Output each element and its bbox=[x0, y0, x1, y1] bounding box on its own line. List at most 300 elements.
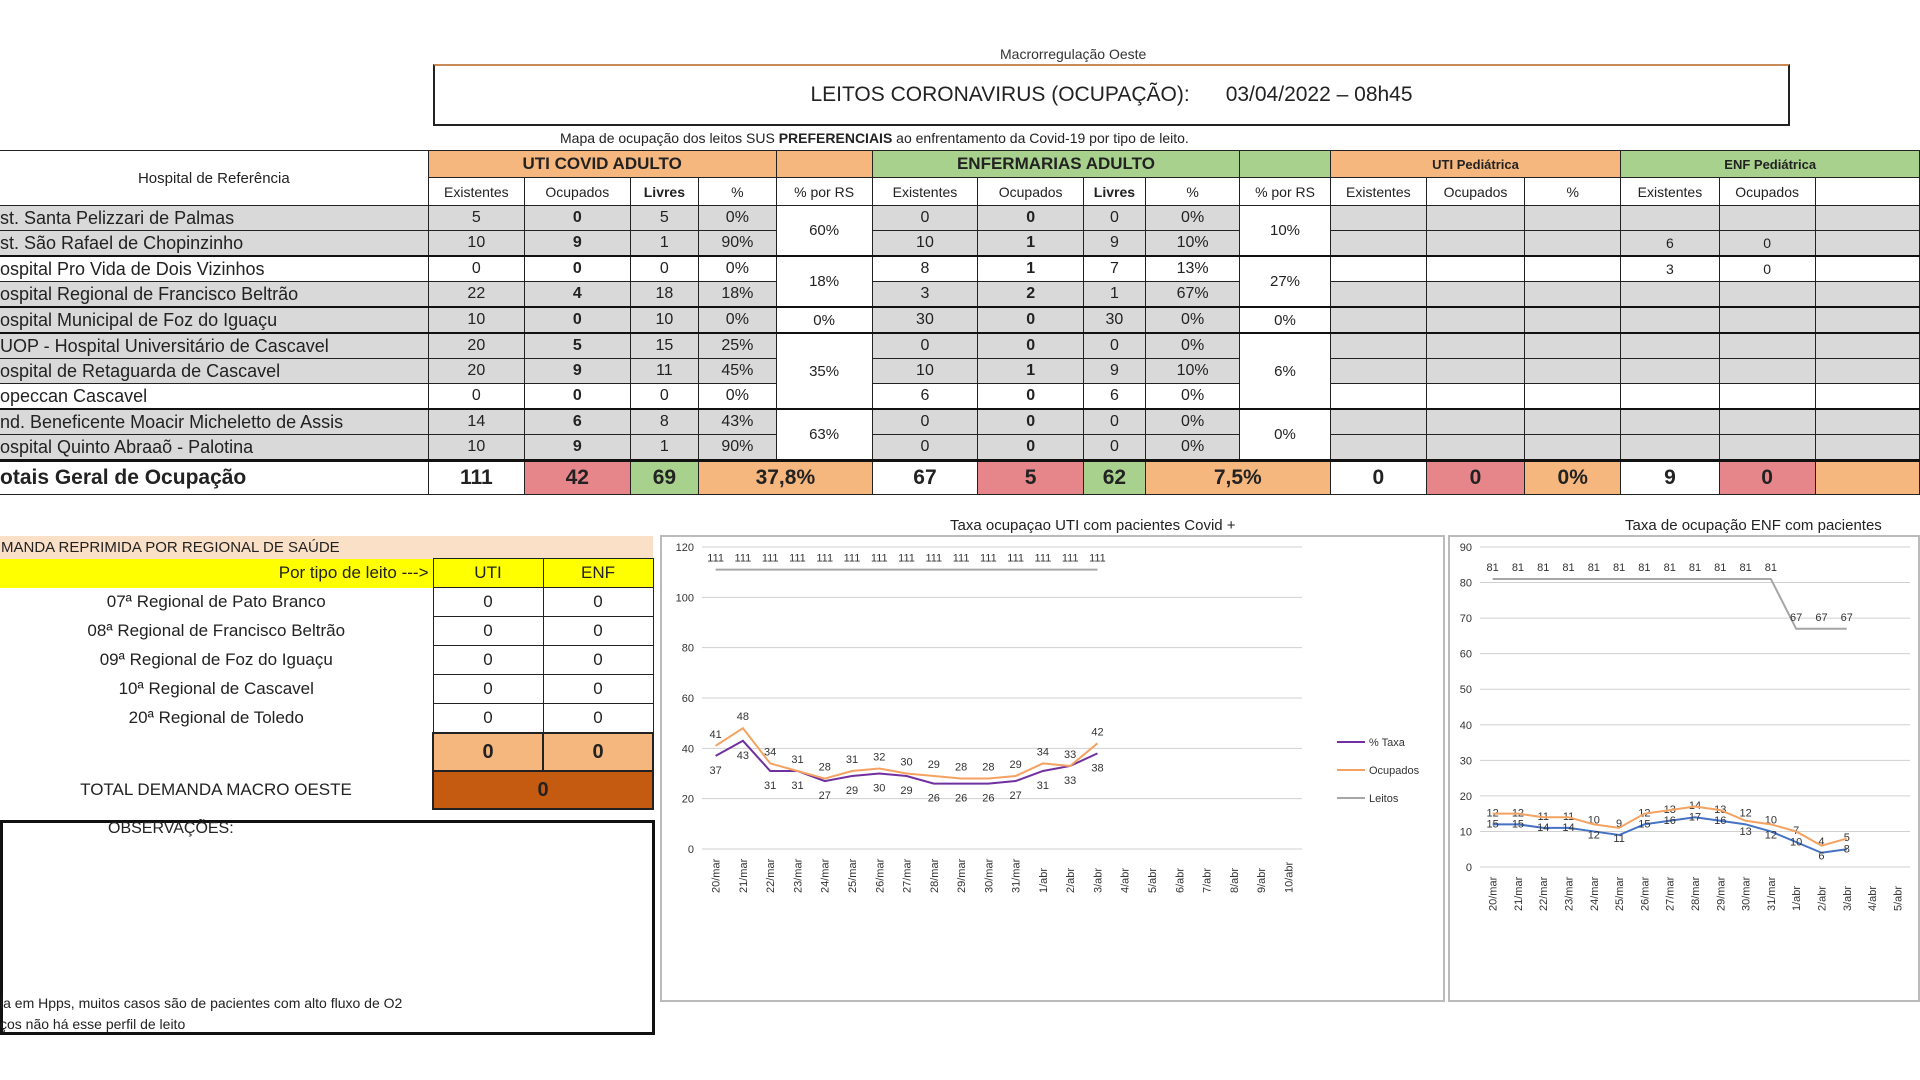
observation-line-1: ia em Hpps, muitos casos são de pacientes com alto fluxo de O2 bbox=[0, 995, 403, 1011]
ped-ee bbox=[1621, 384, 1719, 410]
observations-title: OBSERVAÇÕES: bbox=[108, 820, 234, 837]
data-label: 81 bbox=[1663, 562, 1676, 574]
enf-pct: 10% bbox=[1145, 359, 1240, 384]
regional-enf: 0 bbox=[543, 675, 653, 704]
demand-spacer bbox=[0, 733, 433, 771]
total-utiped-pct: 0% bbox=[1525, 461, 1621, 495]
data-label: 28 bbox=[954, 761, 968, 774]
demand-sum-enf: 0 bbox=[543, 733, 653, 771]
total-demand-label: TOTAL DEMANDA MACRO OESTE bbox=[80, 780, 352, 799]
data-label: 10 bbox=[1764, 814, 1778, 827]
uti-pct-rs: 60% bbox=[776, 206, 872, 257]
data-label: 111 bbox=[870, 552, 888, 565]
data-label: 7 bbox=[1793, 825, 1800, 838]
data-label: 14 bbox=[1537, 822, 1550, 835]
legend-entry: Leitos bbox=[1369, 793, 1399, 805]
ped-pp bbox=[1525, 231, 1621, 257]
data-label: 81 bbox=[1739, 562, 1752, 574]
ped-pp bbox=[1525, 333, 1621, 359]
enf-livres: 30 bbox=[1083, 307, 1145, 333]
table-row bbox=[0, 282, 1920, 308]
x-tick-label: 31/mar bbox=[1010, 858, 1023, 893]
x-tick-label: 28/mar bbox=[928, 858, 941, 893]
enf-existentes: 10 bbox=[872, 231, 978, 257]
ped-po bbox=[1426, 231, 1524, 257]
demand-sum-uti: 0 bbox=[433, 733, 543, 771]
uti-pct: 45% bbox=[699, 359, 776, 384]
total-demand-value: 0 bbox=[433, 771, 653, 809]
hospital-header: Hospital de Referência bbox=[0, 151, 428, 206]
ped-blank bbox=[1815, 231, 1919, 257]
data-label: 111 bbox=[1061, 552, 1079, 565]
uti-pct: 90% bbox=[699, 231, 776, 257]
ped-pp bbox=[1525, 206, 1621, 231]
total-enfped-blank bbox=[1815, 461, 1919, 495]
y-tick-label: 70 bbox=[1459, 613, 1472, 626]
x-tick-label: 9/abr bbox=[1256, 867, 1269, 893]
enf-chart-frame bbox=[1448, 535, 1920, 1002]
data-label: 12 bbox=[1764, 829, 1778, 842]
data-label: 38 bbox=[1091, 762, 1104, 775]
x-tick-label: 20/mar bbox=[710, 858, 723, 893]
ped-ee: 3 bbox=[1621, 256, 1719, 282]
uti-livres: 15 bbox=[630, 333, 699, 359]
total-utiped-existentes: 0 bbox=[1330, 461, 1426, 495]
occupancy-table bbox=[0, 150, 1920, 495]
ped-pe bbox=[1330, 282, 1426, 308]
report-date: 03/04/2022 – 08h45 bbox=[1225, 83, 1413, 106]
uti-occupancy-chart bbox=[662, 537, 1443, 1000]
table-row bbox=[0, 384, 1920, 410]
col-ocupados: Ocupados bbox=[978, 178, 1084, 206]
table-row bbox=[0, 409, 1920, 435]
uti-ocupados: 4 bbox=[524, 282, 630, 308]
uti-existentes: 10 bbox=[428, 307, 524, 333]
enf-ocupados: 0 bbox=[978, 333, 1084, 359]
uti-existentes: 20 bbox=[428, 359, 524, 384]
enf-livres: 9 bbox=[1083, 231, 1145, 257]
hospital-name: st. São Rafael de Chopinzinho bbox=[0, 231, 428, 257]
enf-occupancy-chart bbox=[1450, 537, 1920, 1000]
enf-ocupados: 1 bbox=[978, 256, 1084, 282]
y-tick-label: 60 bbox=[1459, 648, 1472, 661]
ped-pp bbox=[1525, 307, 1621, 333]
total-uti-pct: 37,8% bbox=[699, 461, 872, 495]
ped-pe bbox=[1330, 307, 1426, 333]
data-label: 42 bbox=[1091, 726, 1104, 739]
data-label: 111 bbox=[898, 552, 915, 565]
x-tick-label: 5/abr bbox=[1147, 867, 1159, 893]
enf-existentes: 0 bbox=[872, 435, 978, 461]
x-tick-label: 3/abr bbox=[1841, 885, 1854, 911]
x-tick-label: 22/mar bbox=[765, 858, 778, 893]
y-tick-label: 40 bbox=[681, 743, 694, 756]
data-label: 26 bbox=[954, 792, 968, 805]
x-tick-label: 27/mar bbox=[901, 858, 914, 893]
col-pct: % bbox=[1145, 178, 1240, 206]
x-tick-label: 26/mar bbox=[874, 858, 887, 893]
total-utiped-ocupados: 0 bbox=[1426, 461, 1524, 495]
ped-ee bbox=[1621, 333, 1719, 359]
table-row bbox=[0, 307, 1920, 333]
x-tick-label: 21/mar bbox=[1512, 876, 1525, 911]
subtitle bbox=[560, 130, 1189, 146]
col-livres: Livres bbox=[630, 178, 699, 206]
hospital-name: ospital Municipal de Foz do Iguaçu bbox=[0, 307, 428, 333]
ped-eo bbox=[1719, 206, 1815, 231]
uti-pct: 0% bbox=[699, 384, 776, 410]
ped-eo bbox=[1719, 409, 1815, 435]
ped-pe bbox=[1330, 359, 1426, 384]
ped-eo bbox=[1719, 282, 1815, 308]
ped-pp bbox=[1525, 282, 1621, 308]
enf-livres: 9 bbox=[1083, 359, 1145, 384]
x-tick-label: 24/mar bbox=[819, 858, 832, 893]
x-tick-label: 25/mar bbox=[1614, 876, 1627, 911]
uti-chart-frame bbox=[660, 535, 1445, 1002]
data-label: 12 bbox=[1638, 807, 1651, 820]
uti-livres: 10 bbox=[630, 307, 699, 333]
uti-pct-rs: 0% bbox=[776, 307, 872, 333]
regional-name: 10ª Regional de Cascavel bbox=[118, 679, 314, 698]
uti-ocupados: 0 bbox=[524, 307, 630, 333]
y-tick-label: 20 bbox=[1459, 790, 1472, 803]
regional-uti: 0 bbox=[433, 617, 543, 646]
col-existentes: Existentes bbox=[428, 178, 524, 206]
x-tick-label: 29/mar bbox=[1715, 876, 1728, 911]
ped-po bbox=[1426, 256, 1524, 282]
x-tick-label: 6/abr bbox=[1174, 867, 1187, 893]
uti-ocupados: 0 bbox=[524, 384, 630, 410]
table-row bbox=[0, 231, 1920, 257]
ped-po bbox=[1426, 307, 1524, 333]
ped-po bbox=[1426, 359, 1524, 384]
enf-ocupados: 0 bbox=[978, 409, 1084, 435]
data-label: 15 bbox=[1511, 818, 1525, 831]
x-tick-label: 2/abr bbox=[1816, 885, 1829, 911]
x-tick-label: 25/mar bbox=[847, 858, 859, 893]
ped-eo bbox=[1719, 333, 1815, 359]
data-label: 11 bbox=[1562, 810, 1575, 823]
totals-row bbox=[0, 461, 1920, 495]
uti-livres: 0 bbox=[630, 384, 699, 410]
chart1-title: Taxa ocupaçao UTI com pacientes Covid + bbox=[950, 517, 1236, 534]
data-label: 31 bbox=[791, 779, 804, 792]
data-label: 48 bbox=[736, 711, 750, 724]
total-enf-existentes: 67 bbox=[872, 461, 978, 495]
enf-pct-rs: 0% bbox=[1240, 307, 1330, 333]
data-label: 27 bbox=[818, 790, 831, 803]
data-label: 28 bbox=[818, 761, 831, 774]
data-label: 29 bbox=[927, 759, 940, 772]
col-pct: % bbox=[699, 178, 776, 206]
data-label: 9 bbox=[1616, 818, 1623, 830]
regional-name: 08ª Regional de Francisco Beltrão bbox=[87, 621, 346, 640]
table-row bbox=[0, 359, 1920, 384]
demand-row bbox=[0, 617, 653, 646]
enf-pct-rs: 6% bbox=[1240, 333, 1330, 409]
col-pct-rs: % por RS bbox=[1240, 178, 1330, 206]
ped-po bbox=[1426, 333, 1524, 359]
data-label: 10 bbox=[1587, 814, 1600, 827]
total-uti-livres: 69 bbox=[630, 461, 699, 495]
data-label: 111 bbox=[789, 552, 806, 565]
data-label: 81 bbox=[1764, 562, 1778, 574]
x-tick-label: 30/mar bbox=[1740, 876, 1753, 911]
data-label: 31 bbox=[791, 753, 804, 766]
y-tick-label: 30 bbox=[1459, 755, 1472, 768]
regional-uti: 0 bbox=[433, 704, 543, 734]
uti-pct: 0% bbox=[699, 307, 776, 333]
y-tick-label: 90 bbox=[1459, 542, 1472, 554]
enf-livres: 6 bbox=[1083, 384, 1145, 410]
enf-existentes: 30 bbox=[872, 307, 978, 333]
subtitle-bold: PREFERENCIAIS bbox=[778, 130, 893, 146]
data-label: 111 bbox=[707, 552, 725, 565]
ped-blank bbox=[1815, 359, 1919, 384]
col-ocupados: Ocupados bbox=[524, 178, 630, 206]
uti-existentes: 0 bbox=[428, 256, 524, 282]
ped-pp bbox=[1525, 384, 1621, 410]
ped-blank bbox=[1815, 333, 1919, 359]
data-label: 81 bbox=[1714, 562, 1727, 574]
data-label: 14 bbox=[1688, 800, 1702, 813]
data-label: 12 bbox=[1587, 829, 1600, 842]
ped-blank bbox=[1815, 206, 1919, 231]
y-tick-label: 80 bbox=[1459, 577, 1472, 590]
enf-adulto-header: ENFERMARIAS ADULTO bbox=[872, 151, 1240, 178]
enf-ocupados: 0 bbox=[978, 435, 1084, 461]
enf-pct: 0% bbox=[1145, 384, 1240, 410]
data-label: 31 bbox=[1036, 779, 1050, 792]
regional-name: 20ª Regional de Toledo bbox=[128, 708, 304, 728]
data-label: 6 bbox=[1818, 850, 1825, 863]
ped-blank bbox=[1815, 256, 1919, 282]
uti-covid-header: UTI COVID ADULTO bbox=[428, 151, 776, 178]
uti-covid-header-rs bbox=[776, 151, 872, 178]
data-label: 13 bbox=[1663, 803, 1676, 816]
enf-existentes: 0 bbox=[872, 333, 978, 359]
uti-pct-rs: 35% bbox=[776, 333, 872, 409]
demand-uti-header: UTI bbox=[433, 559, 543, 588]
regional-uti: 0 bbox=[433, 588, 543, 617]
y-tick-label: 10 bbox=[1459, 826, 1472, 839]
enf-ocupados: 1 bbox=[978, 359, 1084, 384]
enf-existentes: 10 bbox=[872, 359, 978, 384]
ped-pp bbox=[1525, 409, 1621, 435]
uti-ocupados: 0 bbox=[524, 206, 630, 231]
enf-pct: 0% bbox=[1145, 435, 1240, 461]
regional-name: 09ª Regional de Foz do Iguaçu bbox=[99, 650, 333, 669]
ped-pe bbox=[1330, 384, 1426, 410]
data-label: 111 bbox=[761, 552, 779, 565]
regional-enf: 0 bbox=[543, 646, 653, 675]
enf-pct: 0% bbox=[1145, 307, 1240, 333]
observation-line-2: ços não há esse perfil de leito bbox=[0, 1016, 186, 1032]
data-label: 111 bbox=[1034, 552, 1052, 565]
enf-adulto-header-rs bbox=[1240, 151, 1330, 178]
regional-enf: 0 bbox=[543, 704, 653, 734]
regional-uti: 0 bbox=[433, 646, 543, 675]
data-label: 81 bbox=[1486, 562, 1499, 574]
enf-pct: 13% bbox=[1145, 256, 1240, 282]
y-tick-label: 100 bbox=[675, 592, 694, 605]
enf-pct-rs: 10% bbox=[1240, 206, 1330, 257]
uti-pct: 18% bbox=[699, 282, 776, 308]
data-label: 8 bbox=[1843, 843, 1850, 856]
total-uti-existentes: 111 bbox=[428, 461, 524, 495]
ped-ee bbox=[1621, 307, 1719, 333]
enf-livres: 0 bbox=[1083, 435, 1145, 461]
uti-livres: 8 bbox=[630, 409, 699, 435]
regional-name: 07ª Regional de Pato Branco bbox=[106, 592, 326, 611]
page-title: LEITOS CORONAVIRUS (OCUPAÇÃO): bbox=[810, 83, 1190, 106]
regional-enf: 0 bbox=[543, 617, 653, 646]
enf-pct: 67% bbox=[1145, 282, 1240, 308]
ped-po bbox=[1426, 409, 1524, 435]
enf-existentes: 0 bbox=[872, 206, 978, 231]
x-tick-label: 1/abr bbox=[1791, 885, 1804, 911]
x-tick-label: 20/mar bbox=[1487, 876, 1500, 911]
x-tick-label: 23/mar bbox=[792, 858, 805, 893]
ped-pe bbox=[1330, 206, 1426, 231]
data-label: 4 bbox=[1818, 835, 1825, 848]
enf-pct: 0% bbox=[1145, 333, 1240, 359]
uti-pct: 90% bbox=[699, 435, 776, 461]
uti-pct: 0% bbox=[699, 256, 776, 282]
ped-eo bbox=[1719, 435, 1815, 461]
data-label: 10 bbox=[1790, 836, 1803, 849]
data-label: 17 bbox=[1688, 811, 1702, 824]
y-tick-label: 60 bbox=[681, 693, 694, 705]
table-row bbox=[0, 206, 1920, 231]
x-tick-label: 4/abr bbox=[1867, 885, 1880, 911]
ped-eo: 0 bbox=[1719, 256, 1815, 282]
data-label: 34 bbox=[764, 746, 777, 759]
enf-existentes: 6 bbox=[872, 384, 978, 410]
data-label: 67 bbox=[1790, 611, 1803, 624]
data-label: 33 bbox=[1064, 748, 1077, 761]
enf-ocupados: 0 bbox=[978, 384, 1084, 410]
demand-row bbox=[0, 646, 653, 675]
y-tick-label: 0 bbox=[687, 844, 694, 856]
enf-pct-rs: 27% bbox=[1240, 256, 1330, 307]
x-tick-label: 29/mar bbox=[956, 858, 969, 893]
data-label: 43 bbox=[736, 749, 750, 762]
ped-pp bbox=[1525, 256, 1621, 282]
y-tick-label: 20 bbox=[681, 793, 694, 806]
col-pct: % bbox=[1525, 178, 1621, 206]
ped-eo bbox=[1719, 359, 1815, 384]
data-label: 13 bbox=[1739, 825, 1752, 838]
uti-pct: 25% bbox=[699, 333, 776, 359]
ped-blank bbox=[1815, 307, 1919, 333]
uti-ocupados: 0 bbox=[524, 256, 630, 282]
data-label: 16 bbox=[1714, 815, 1727, 828]
data-label: 26 bbox=[927, 792, 940, 805]
uti-existentes: 20 bbox=[428, 333, 524, 359]
data-label: 29 bbox=[1009, 759, 1022, 772]
totals-label: otais Geral de Ocupação bbox=[0, 461, 428, 495]
hospital-name: ospital Quinto Abraaõ - Palotina bbox=[0, 435, 428, 461]
table-row bbox=[0, 256, 1920, 282]
data-label: 30 bbox=[900, 756, 913, 769]
data-label: 81 bbox=[1587, 562, 1600, 574]
data-label: 81 bbox=[1612, 562, 1626, 574]
data-label: 81 bbox=[1688, 562, 1702, 574]
enf-existentes: 8 bbox=[872, 256, 978, 282]
ped-blank bbox=[1815, 282, 1919, 308]
ped-pe bbox=[1330, 333, 1426, 359]
x-tick-label: 2/abr bbox=[1065, 867, 1078, 893]
data-label: 27 bbox=[1009, 790, 1022, 803]
col-existentes: Existentes bbox=[872, 178, 978, 206]
x-tick-label: 8/abr bbox=[1228, 867, 1241, 893]
data-label: 12 bbox=[1739, 807, 1752, 820]
ped-ee bbox=[1621, 206, 1719, 231]
subtitle-post: ao enfrentamento da Covid-19 por tipo de leito. bbox=[892, 130, 1189, 146]
uti-existentes: 5 bbox=[428, 206, 524, 231]
x-tick-label: 3/abr bbox=[1092, 867, 1105, 893]
demand-row bbox=[0, 704, 653, 734]
col-existentes: Existentes bbox=[1621, 178, 1719, 206]
enf-livres: 0 bbox=[1083, 206, 1145, 231]
ped-po bbox=[1426, 206, 1524, 231]
data-label: 111 bbox=[925, 552, 943, 565]
ped-ee: 6 bbox=[1621, 231, 1719, 257]
data-label: 12 bbox=[1511, 807, 1525, 820]
data-label: 34 bbox=[1036, 746, 1050, 759]
total-enf-livres: 62 bbox=[1083, 461, 1145, 495]
x-tick-label: 7/abr bbox=[1201, 867, 1214, 893]
enf-existentes: 3 bbox=[872, 282, 978, 308]
data-label: 111 bbox=[952, 552, 970, 565]
data-label: 111 bbox=[816, 552, 834, 565]
ped-eo bbox=[1719, 307, 1815, 333]
total-enfped-existentes: 9 bbox=[1621, 461, 1719, 495]
data-label: 30 bbox=[873, 782, 886, 795]
type-label: Por tipo de leito ---> bbox=[0, 559, 433, 588]
col-existentes: Existentes bbox=[1330, 178, 1426, 206]
col-blank bbox=[1815, 178, 1919, 206]
uti-ped-header: UTI Pediátrica bbox=[1330, 151, 1621, 178]
x-tick-label: 30/mar bbox=[983, 858, 996, 893]
total-enf-pct: 7,5% bbox=[1145, 461, 1330, 495]
data-label: 81 bbox=[1537, 562, 1550, 574]
ped-pp bbox=[1525, 435, 1621, 461]
y-tick-label: 80 bbox=[681, 642, 694, 655]
hospital-name: ospital Regional de Francisco Beltrão bbox=[0, 282, 428, 308]
data-label: 12 bbox=[1486, 807, 1499, 820]
uti-existentes: 10 bbox=[428, 435, 524, 461]
enf-livres: 7 bbox=[1083, 256, 1145, 282]
total-uti-ocupados: 42 bbox=[524, 461, 630, 495]
enf-livres: 0 bbox=[1083, 333, 1145, 359]
ped-blank bbox=[1815, 384, 1919, 410]
col-pct-rs: % por RS bbox=[776, 178, 872, 206]
demand-table bbox=[0, 536, 654, 810]
x-tick-label: 21/mar bbox=[737, 858, 750, 893]
data-label: 81 bbox=[1511, 562, 1525, 574]
x-tick-label: 26/mar bbox=[1639, 876, 1652, 911]
data-label: 5 bbox=[1843, 832, 1850, 845]
x-tick-label: 27/mar bbox=[1664, 876, 1677, 911]
total-enfped-ocupados: 0 bbox=[1719, 461, 1815, 495]
ped-po bbox=[1426, 435, 1524, 461]
uti-livres: 0 bbox=[630, 256, 699, 282]
ped-eo: 0 bbox=[1719, 231, 1815, 257]
uti-livres: 11 bbox=[630, 359, 699, 384]
